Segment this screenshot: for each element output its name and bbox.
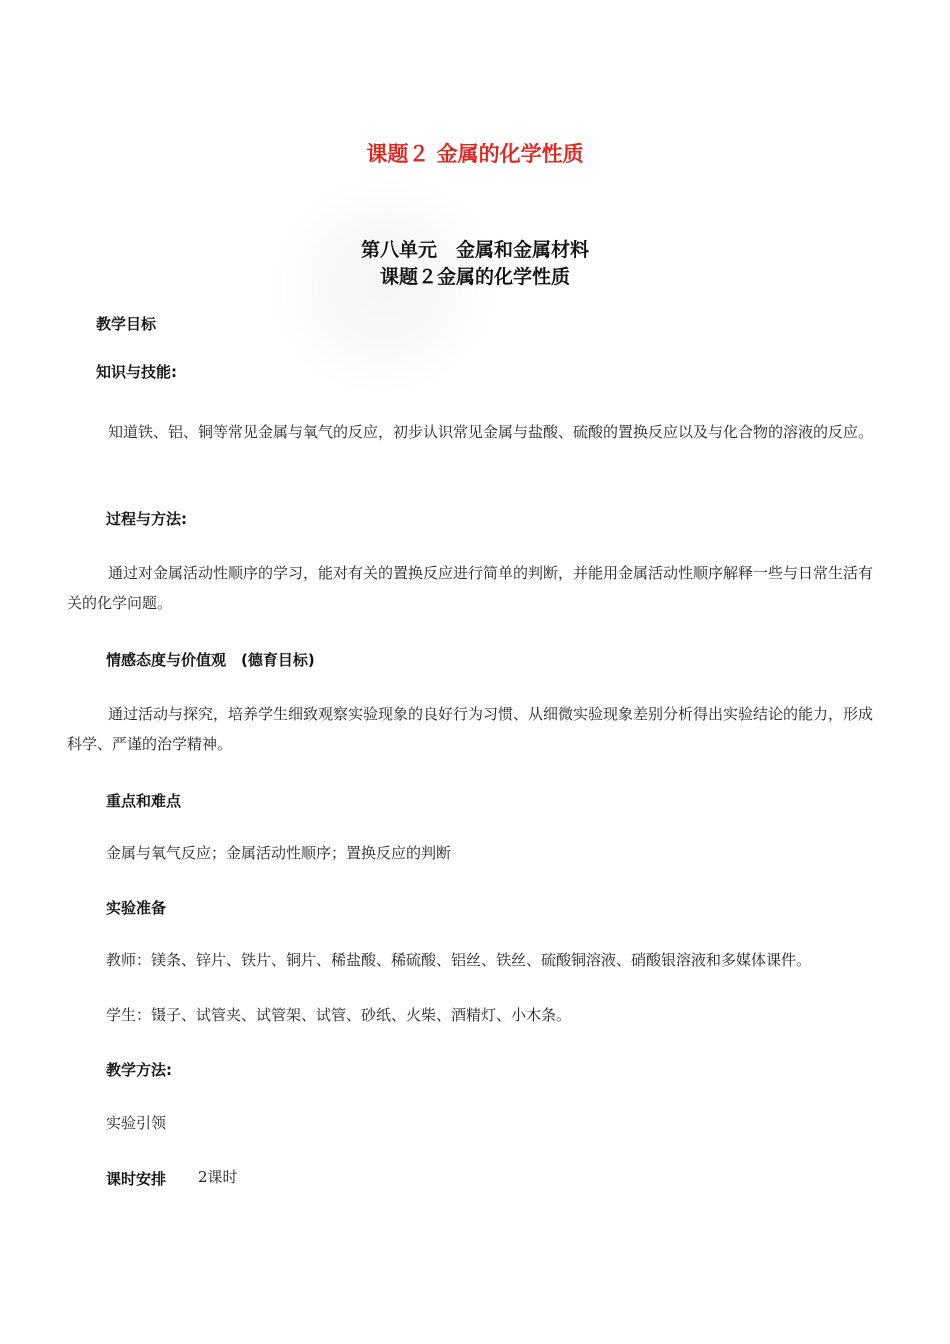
process-text: 通过对金属活动性顺序的学习，能对有关的置换反应进行简单的判断，并能用金属活动性顺序解释一些与日常生活有关的化学问题。 bbox=[67, 564, 874, 612]
method-heading: 教学方法: bbox=[106, 1061, 172, 1079]
method-text: 实验引领 bbox=[106, 1114, 167, 1132]
lesson-title: 课题２金属的化学性质 bbox=[379, 266, 570, 288]
teacher-materials: 教师：镁条、锌片、铁片、铜片、稀盐酸、稀硫酸、铝丝、铁丝、硫酸铜溶液、硝酸银溶液和多媒体课件。 bbox=[106, 951, 812, 969]
unit-title: 第八单元 金属和金属材料 bbox=[360, 239, 589, 261]
teaching-goals-heading: 教学目标 bbox=[96, 315, 157, 333]
page-title: 课题２ 金属的化学性质 bbox=[366, 142, 584, 166]
emotion-heading: 情感态度与价值观 (德育目标) bbox=[106, 651, 315, 669]
knowledge-heading: 知识与技能: bbox=[96, 363, 177, 381]
student-materials: 学生：镊子、试管夹、试管架、试管、砂纸、火柴、酒精灯、小木条。 bbox=[106, 1006, 572, 1024]
prep-heading: 实验准备 bbox=[106, 899, 167, 917]
knowledge-text: 知道铁、铝、铜等常见金属与氧气的反应，初步认识常见金属与盐酸、硫酸的置换反应以及与化合物的溶液的反应。 bbox=[108, 423, 874, 441]
key-points-text: 金属与氧气反应；金属活动性顺序；置换反应的判断 bbox=[106, 844, 452, 862]
key-points-heading: 重点和难点 bbox=[106, 792, 182, 810]
schedule-heading: 课时安排 bbox=[106, 1170, 167, 1188]
process-heading: 过程与方法: bbox=[106, 510, 187, 528]
emotion-text: 通过活动与探究，培养学生细致观察实验现象的良好行为习惯、从细微实验现象差别分析得出实验结论的能力，形成科学、严谨的治学精神。 bbox=[67, 705, 874, 753]
schedule-value: 2课时 bbox=[198, 1168, 238, 1186]
